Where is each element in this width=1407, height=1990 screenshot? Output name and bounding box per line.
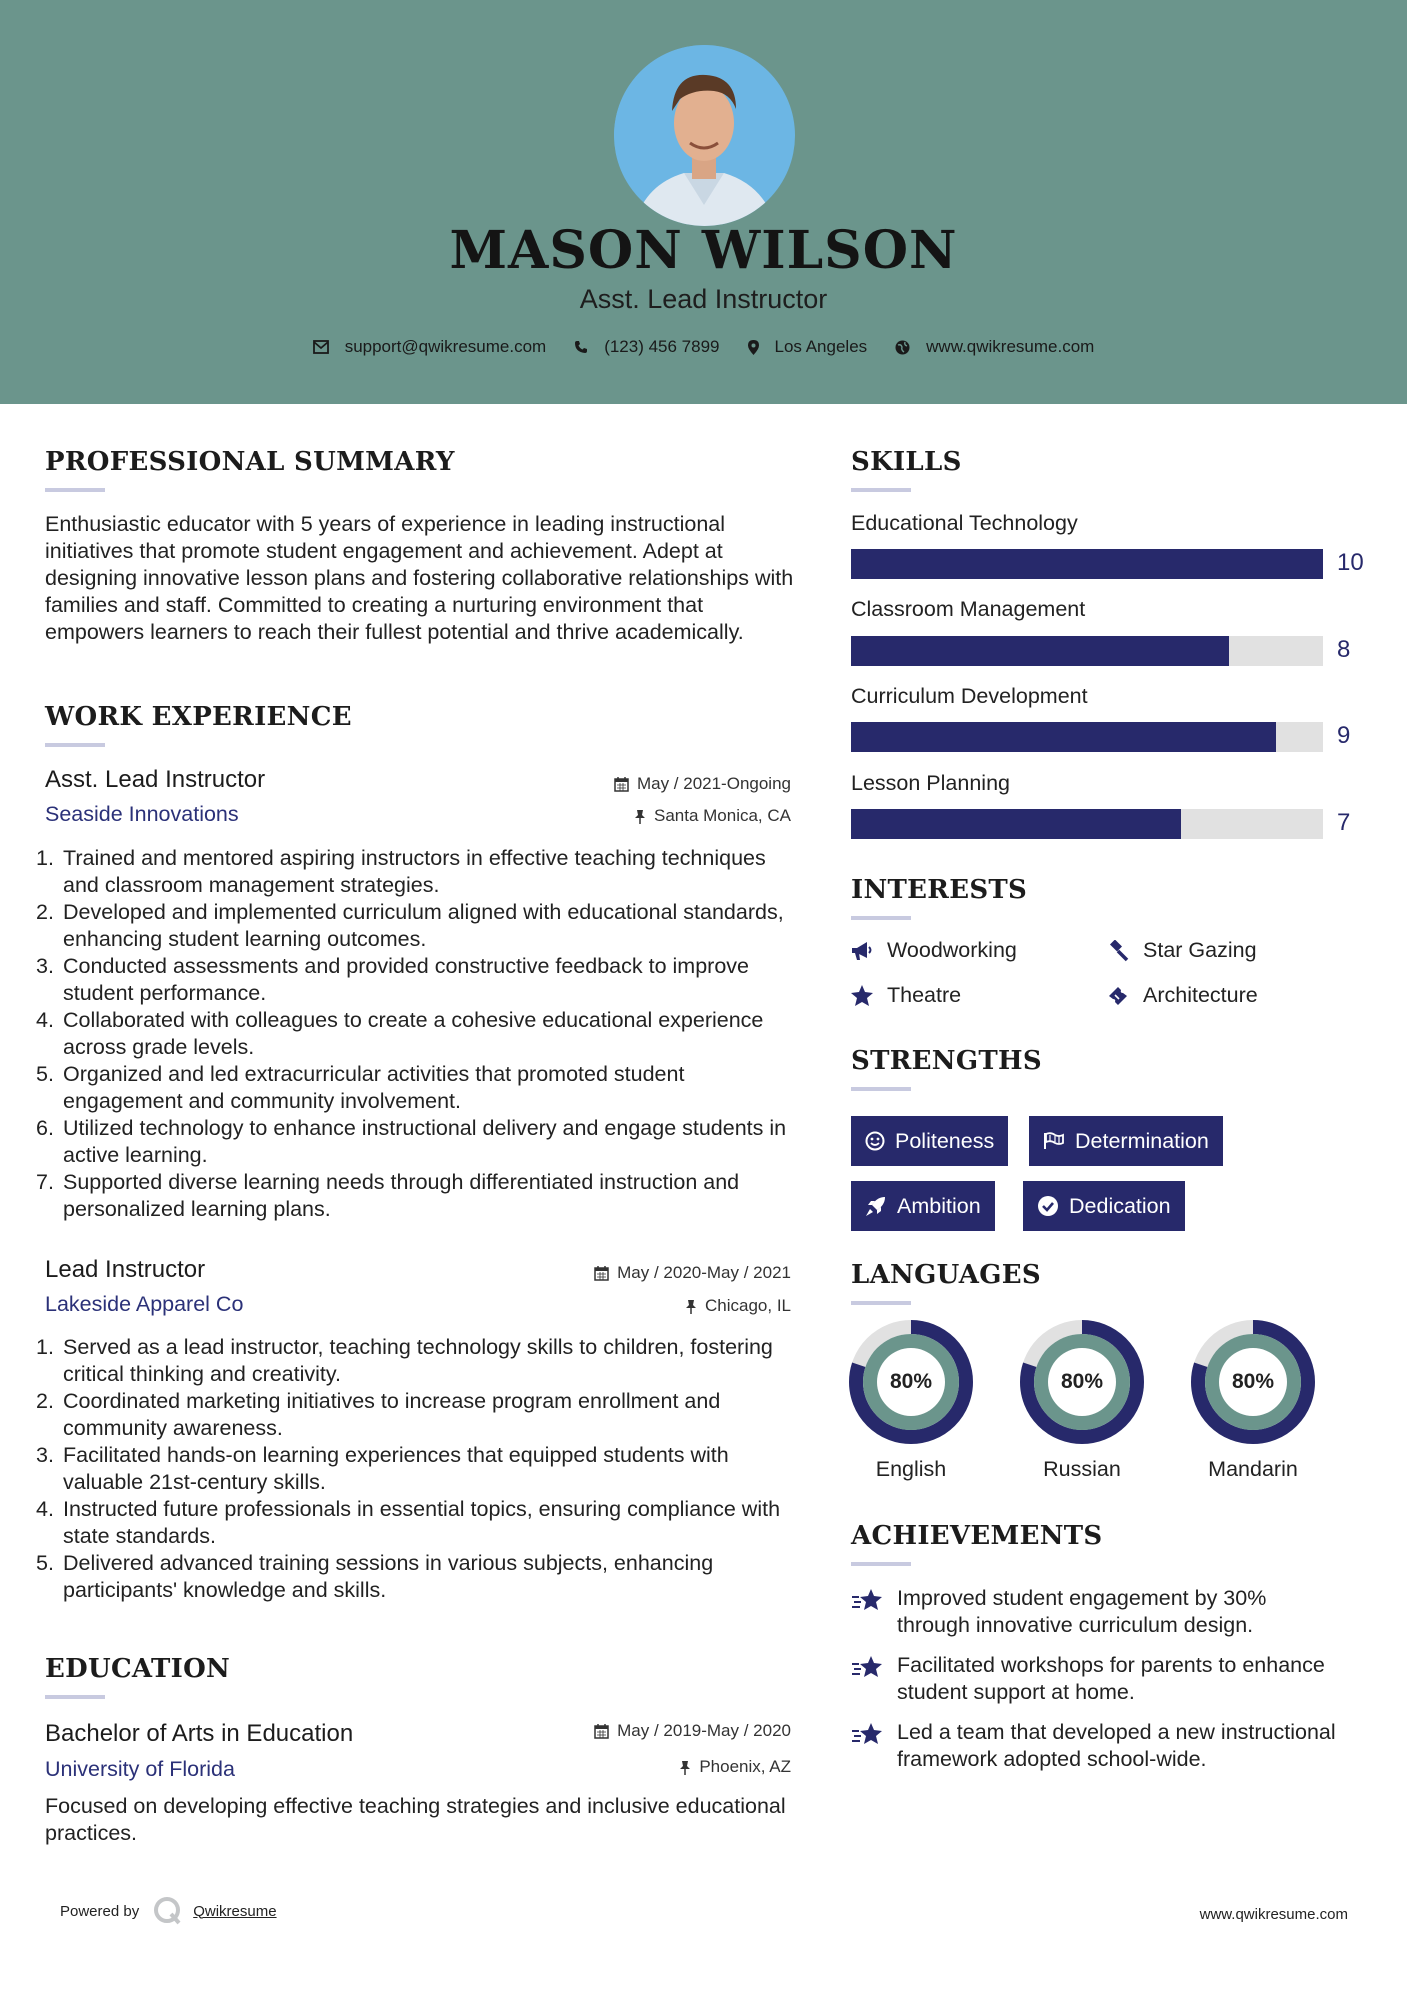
skill-bar-track	[851, 809, 1323, 839]
interest-label: Star Gazing	[1143, 938, 1257, 962]
list-item: 7. Supported diverse learning needs through differentiated instruction and personalized learning plans.	[36, 1170, 740, 1221]
list-item: 2. Developed and implemented curriculum aligned with educational standards, enhancing student learning outcomes.	[36, 900, 784, 951]
achievement-text: Improved student engagement by 30% through innovative curriculum design.	[897, 1586, 1267, 1637]
achievement-text: Led a team that developed a new instructional framework adopted school-wide.	[897, 1720, 1336, 1771]
interest-label: Woodworking	[887, 938, 1017, 962]
job-location	[500, 806, 791, 826]
job-dates	[500, 1263, 791, 1283]
job-dates	[500, 774, 791, 794]
list-item: 3. Conducted assessments and provided constructive feedback to improve student performance.	[36, 954, 749, 1005]
job-title: Lead Instructor	[45, 1256, 206, 1283]
pin-icon	[679, 1760, 691, 1775]
pin-icon	[634, 809, 646, 824]
job-location-text: Santa Monica, CA	[653, 806, 791, 825]
interests-title: INTERESTS	[851, 875, 1028, 905]
skill-value: 10	[1337, 549, 1364, 576]
skill-bar-fill	[851, 722, 1276, 752]
job-title: Asst. Lead Instructor	[45, 766, 266, 793]
list-item: 2. Coordinated marketing initiatives to increase program enrollment and community awareness.	[36, 1389, 721, 1440]
interest-label: Architecture	[1143, 983, 1258, 1007]
strengths-rule	[851, 1087, 911, 1091]
contact-website[interactable]	[895, 337, 1094, 357]
skill-bar-fill	[851, 636, 1229, 666]
interest-label: Theatre	[887, 983, 962, 1007]
skill-bar-track	[851, 636, 1323, 666]
list-item: 1. Trained and mentored aspiring instructors in effective teaching techniques and classroom management strategies.	[36, 846, 766, 897]
school-name: University of Florida	[45, 1757, 235, 1781]
website-text: www.qwikresume.com	[926, 337, 1095, 356]
footer-powered-by	[60, 1896, 277, 1926]
skill-label: Curriculum Development	[851, 684, 1088, 708]
avatar	[614, 45, 795, 226]
footer-website[interactable]: www.qwikresume.com	[1199, 1906, 1348, 1923]
resume-header	[0, 0, 1407, 404]
education-title: EDUCATION	[45, 1654, 231, 1684]
list-item: 4. Instructed future professionals in essential topics, ensuring compliance with state standards.	[36, 1497, 781, 1548]
list-item: 5. Delivered advanced training sessions in various subjects, enhancing participants' knowledge and skills.	[36, 1551, 714, 1602]
strength-label: Dedication	[1069, 1193, 1171, 1218]
achievement-item	[851, 1719, 1341, 1773]
skill-label: Educational Technology	[851, 511, 1078, 535]
contact-phone[interactable]	[574, 337, 719, 357]
strength-label: Ambition	[897, 1193, 981, 1218]
gavel-icon	[1107, 940, 1129, 962]
calendar-icon	[594, 1266, 609, 1281]
achievements-rule	[851, 1562, 911, 1566]
education-location	[500, 1757, 791, 1777]
powered-by-text: Powered by	[60, 1902, 140, 1920]
job-company: Seaside Innovations	[45, 802, 239, 826]
skill-bar-track	[851, 722, 1323, 752]
education-location-text: Phoenix, AZ	[699, 1757, 791, 1776]
skill-label: Classroom Management	[851, 597, 1086, 621]
skill-value: 9	[1337, 722, 1351, 749]
globe-icon	[895, 340, 910, 355]
experience-title: WORK EXPERIENCE	[45, 702, 352, 732]
pin-icon	[685, 1299, 697, 1314]
interest-item	[851, 938, 1017, 963]
achievement-item	[851, 1652, 1341, 1706]
email-text: support@qwikresume.com	[344, 337, 547, 356]
achievement-item	[851, 1585, 1341, 1639]
list-item: 5. Organized and led extracurricular activities that promoted student engagement and community involvement.	[36, 1062, 685, 1113]
strengths-title: STRENGTHS	[851, 1046, 1042, 1076]
strength-badge	[851, 1181, 995, 1231]
job-dates-text: May / 2020-May / 2021	[617, 1263, 791, 1282]
education-description: Focused on developing effective teaching strategies and inclusive educational practices.	[45, 1794, 786, 1845]
skills-title: SKILLS	[851, 447, 962, 477]
job-location	[500, 1296, 791, 1316]
strength-badge	[1029, 1116, 1223, 1166]
contact-email[interactable]	[313, 337, 547, 357]
flag-icon	[1043, 1132, 1065, 1150]
candidate-name: MASON WILSON	[449, 220, 958, 281]
megaphone-icon	[851, 941, 873, 961]
language-label: Mandarin	[1208, 1457, 1298, 1481]
language-item	[1019, 1319, 1145, 1481]
strength-badge	[851, 1116, 1008, 1166]
skill-bar-fill	[851, 549, 1323, 579]
list-item: 6. Utilized technology to enhance instructional delivery and engage students in active learning.	[36, 1116, 787, 1167]
language-label: English	[875, 1457, 947, 1481]
language-percent: 80%	[1231, 1370, 1275, 1393]
skill-bar-fill	[851, 809, 1181, 839]
languages-rule	[851, 1301, 911, 1305]
skills-rule	[851, 488, 911, 492]
achievements-title: ACHIEVEMENTS	[851, 1521, 1103, 1551]
achievement-text: Facilitated workshops for parents to enhance student support at home.	[897, 1653, 1325, 1704]
job-company: Lakeside Apparel Co	[45, 1292, 244, 1316]
shooting-star-icon	[851, 1654, 885, 1680]
check-circle-icon	[1037, 1195, 1059, 1217]
brand-link[interactable]: Qwikresume	[193, 1902, 277, 1920]
language-item	[1190, 1319, 1316, 1481]
education-rule	[45, 1695, 105, 1699]
ticket-icon	[1107, 985, 1129, 1007]
education-dates-text: May / 2019-May / 2020	[617, 1721, 791, 1740]
language-percent: 80%	[889, 1370, 933, 1393]
summary-text: Enthusiastic educator with 5 years of experience in leading instructional initiatives that promote student engagement and achievement. Adept at designing innovative lesson plans and fostering collaborative relationships with families and staff. Committed to creating a nurturing environment that empowers learners to reach their fullest potential and thrive academically.	[45, 512, 794, 644]
smile-icon	[865, 1131, 885, 1151]
skill-label: Lesson Planning	[851, 771, 1010, 795]
strength-label: Determination	[1075, 1128, 1209, 1153]
phone-icon	[574, 340, 588, 354]
experience-rule	[45, 743, 105, 747]
contact-bar	[0, 337, 1407, 357]
star-icon	[851, 985, 873, 1006]
phone-text: (123) 456 7899	[604, 337, 720, 356]
candidate-role: Asst. Lead Instructor	[579, 284, 828, 314]
map-pin-icon	[748, 340, 759, 355]
job-bullets	[36, 1334, 795, 1604]
contact-location	[748, 337, 868, 357]
summary-rule	[45, 488, 105, 492]
envelope-icon	[313, 340, 329, 354]
skill-bar-track	[851, 549, 1323, 579]
shooting-star-icon	[851, 1587, 885, 1613]
list-item: 3. Facilitated hands-on learning experiences that equipped students with valuable 21st-century skills.	[36, 1443, 729, 1494]
language-label: Russian	[1043, 1457, 1121, 1481]
shooting-star-icon	[851, 1721, 885, 1747]
strength-badge	[1023, 1181, 1185, 1231]
location-text: Los Angeles	[774, 337, 868, 356]
strength-label: Politeness	[895, 1128, 995, 1153]
job-dates-text: May / 2021-Ongoing	[636, 774, 791, 793]
calendar-icon	[594, 1724, 609, 1739]
interests-rule	[851, 916, 911, 920]
list-item: 4. Collaborated with colleagues to create a cohesive educational experience across grade levels.	[36, 1008, 764, 1059]
education-dates	[500, 1721, 791, 1741]
languages-title: LANGUAGES	[851, 1260, 1041, 1290]
language-percent: 80%	[1060, 1370, 1104, 1393]
interest-item	[1107, 938, 1257, 963]
language-item	[848, 1319, 974, 1481]
summary-title: PROFESSIONAL SUMMARY	[45, 447, 455, 477]
skill-value: 8	[1337, 636, 1351, 663]
calendar-icon	[614, 777, 629, 792]
job-location-text: Chicago, IL	[705, 1296, 791, 1315]
interest-item	[1107, 983, 1258, 1008]
qwikresume-logo-icon	[153, 1896, 183, 1926]
interest-item	[851, 983, 961, 1008]
skill-value: 7	[1337, 809, 1351, 836]
list-item: 1. Served as a lead instructor, teaching technology skills to children, fostering critical thinking and creativity.	[36, 1335, 773, 1386]
job-bullets	[36, 845, 795, 1223]
rocket-icon	[865, 1195, 887, 1217]
degree-title: Bachelor of Arts in Education	[45, 1720, 354, 1747]
